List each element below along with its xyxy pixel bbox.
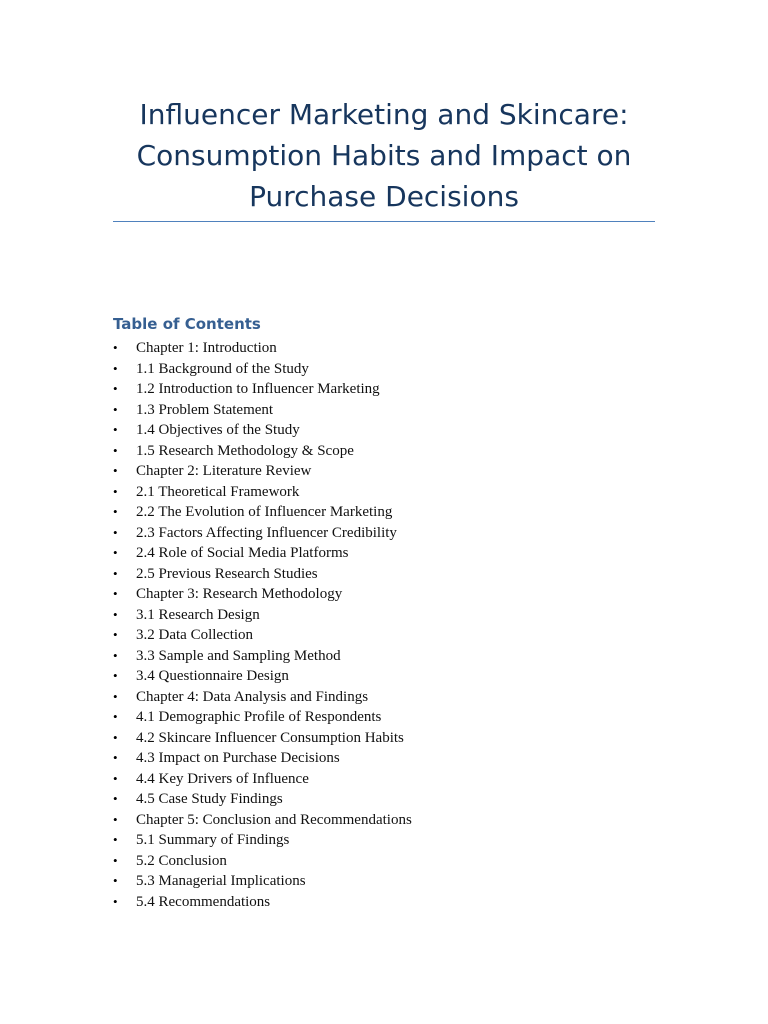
- toc-item-label: 1.1 Background of the Study: [136, 360, 309, 377]
- bullet-icon: •: [113, 401, 118, 417]
- document-title: [113, 94, 655, 217]
- toc-item-label: 1.2 Introduction to Influencer Marketing: [136, 381, 380, 397]
- bullet-icon: •: [113, 606, 118, 622]
- toc-item: [113, 564, 412, 585]
- toc-item: [113, 646, 412, 667]
- toc-item: [113, 748, 412, 769]
- toc-item-label: 3.4 Questionnaire Design: [136, 668, 289, 684]
- toc-item-label: 2.5 Previous Research Studies: [136, 565, 318, 582]
- bullet-icon: •: [113, 586, 118, 601]
- toc-item: [113, 543, 412, 564]
- toc-item-label: Chapter 3: Research Methodology: [136, 586, 343, 602]
- bullet-icon: •: [113, 565, 118, 581]
- bullet-icon: •: [113, 463, 118, 478]
- toc-item: [113, 810, 412, 831]
- toc-item-label: 5.2 Conclusion: [136, 852, 227, 869]
- bullet-icon: •: [113, 750, 118, 765]
- toc-item-label: 4.4 Key Drivers of Influence: [136, 770, 309, 787]
- bullet-icon: •: [113, 668, 118, 683]
- toc-item-label: Chapter 1: Introduction: [136, 340, 277, 356]
- toc-item: [113, 625, 412, 646]
- toc-item: [113, 789, 412, 810]
- toc-item-label: 2.4 Role of Social Media Platforms: [136, 545, 349, 561]
- toc-item-label: 3.1 Research Design: [136, 606, 260, 623]
- bullet-icon: •: [113, 504, 118, 519]
- toc-item: [113, 461, 412, 482]
- bullet-icon: •: [113, 832, 118, 847]
- toc-item: [113, 687, 412, 708]
- toc-item-label: 4.1 Demographic Profile of Respondents: [136, 709, 382, 725]
- toc-item: [113, 359, 412, 380]
- toc-item: [113, 523, 412, 544]
- toc-item: [113, 892, 412, 913]
- toc-list: [113, 338, 412, 912]
- bullet-icon: •: [113, 422, 118, 437]
- toc-item: [113, 502, 412, 523]
- toc-item-label: 4.5 Case Study Findings: [136, 791, 283, 807]
- toc-item-label: 2.2 The Evolution of Influencer Marketing: [136, 504, 393, 520]
- title-line: Consumption Habits and Impact on: [136, 139, 632, 172]
- bullet-icon: •: [113, 340, 118, 355]
- toc-item: [113, 379, 412, 400]
- toc-item-label: 1.5 Research Methodology & Scope: [136, 442, 354, 459]
- toc-item-label: Chapter 2: Literature Review: [136, 463, 312, 479]
- bullet-icon: •: [113, 852, 118, 868]
- toc-item: [113, 728, 412, 749]
- toc-item: [113, 666, 412, 687]
- toc-item-label: 5.4 Recommendations: [136, 893, 271, 910]
- bullet-icon: •: [113, 688, 118, 704]
- toc-item-label: 1.4 Objectives of the Study: [136, 422, 300, 438]
- toc-item: [113, 338, 412, 359]
- toc-item-label: 2.1 Theoretical Framework: [136, 483, 300, 500]
- toc-item-label: 5.3 Managerial Implications: [136, 873, 306, 889]
- toc-item-label: 1.3 Problem Statement: [136, 401, 274, 418]
- bullet-icon: •: [113, 381, 118, 396]
- bullet-icon: •: [113, 483, 118, 499]
- title-line: Influencer Marketing and Skincare:: [139, 98, 629, 131]
- bullet-icon: •: [113, 709, 118, 724]
- toc-item: [113, 441, 412, 462]
- bullet-icon: •: [113, 729, 118, 745]
- toc-item: [113, 420, 412, 441]
- toc-item-label: 3.2 Data Collection: [136, 627, 254, 643]
- toc-item: [113, 605, 412, 626]
- bullet-icon: •: [113, 360, 118, 376]
- toc-item: [113, 584, 412, 605]
- toc-item: [113, 851, 412, 872]
- title-line: Purchase Decisions: [249, 180, 519, 213]
- bullet-icon: •: [113, 811, 118, 827]
- toc-item-label: 4.3 Impact on Purchase Decisions: [136, 750, 340, 766]
- toc-item-label: Chapter 5: Conclusion and Recommendations: [136, 811, 412, 828]
- toc-item-label: 2.3 Factors Affecting Influencer Credibility: [136, 524, 397, 541]
- bullet-icon: •: [113, 545, 118, 560]
- title-underline-rule: [113, 221, 655, 222]
- bullet-icon: •: [113, 770, 118, 786]
- toc-item: [113, 482, 412, 503]
- bullet-icon: •: [113, 627, 118, 642]
- toc-item: [113, 830, 412, 851]
- toc-item-label: 5.1 Summary of Findings: [136, 832, 290, 848]
- toc-item: [113, 707, 412, 728]
- bullet-icon: •: [113, 524, 118, 540]
- toc-item-label: Chapter 4: Data Analysis and Findings: [136, 688, 369, 705]
- toc-item: [113, 769, 412, 790]
- bullet-icon: •: [113, 893, 118, 909]
- toc-item: [113, 400, 412, 421]
- bullet-icon: •: [113, 647, 118, 663]
- bullet-icon: •: [113, 442, 118, 458]
- bullet-icon: •: [113, 873, 118, 888]
- toc-item-label: 3.3 Sample and Sampling Method: [136, 647, 341, 664]
- bullet-icon: •: [113, 791, 118, 806]
- toc-item: [113, 871, 412, 892]
- toc-item-label: 4.2 Skincare Influencer Consumption Habits: [136, 729, 404, 746]
- toc-heading: Table of Contents: [113, 315, 261, 333]
